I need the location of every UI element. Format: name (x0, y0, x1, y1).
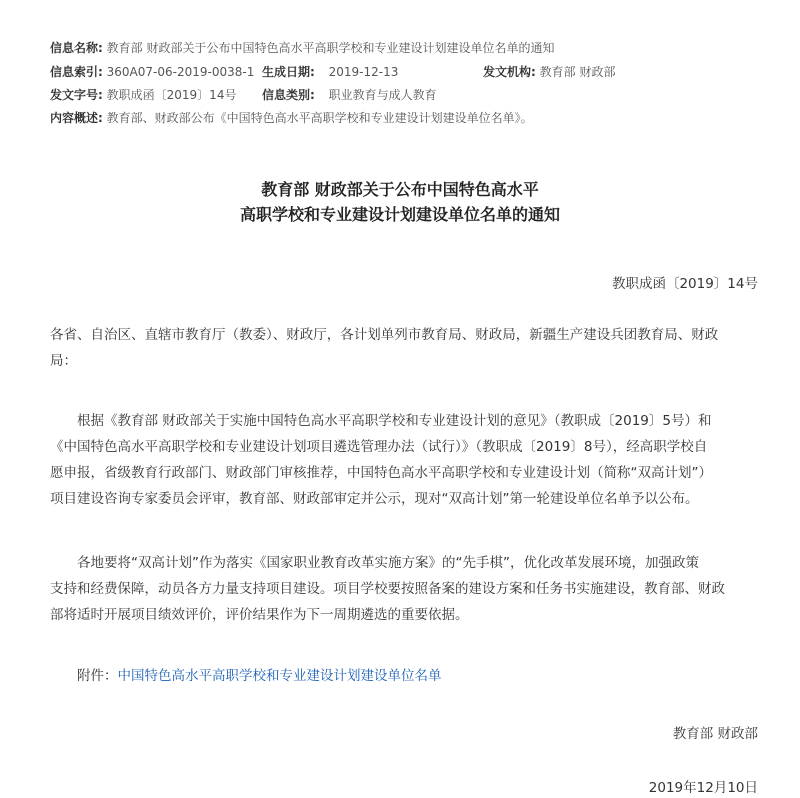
paragraph-line: 根据《教育部 财政部关于实施中国特色高水平高职学校和专业建设计划的意见》（教职成〔2019〕5号）和 (77, 413, 712, 429)
created-date-value: 2019-12-13 (328, 65, 399, 79)
attachment-label: 附件： (77, 668, 118, 684)
salutation-line: 局： (50, 353, 77, 369)
category-label: 信息类别: (262, 88, 315, 102)
paragraph-line: 部将适时开展项目绩效评价，评价结果作为下一周期遴选的重要依据。 (50, 607, 469, 623)
meta-row-index (50, 64, 254, 80)
summary-label: 内容概述: (50, 111, 103, 125)
attachment-link[interactable]: 中国特色高水平高职学校和专业建设计划建设单位名单 (117, 668, 442, 684)
document-number: 教职成函〔2019〕14号 (611, 276, 758, 292)
meta-row-name (50, 40, 554, 56)
created-date-label: 生成日期: (262, 65, 315, 79)
document-title-line-2: 高职学校和专业建设计划建设单位名单的通知 (239, 205, 560, 224)
issuer-label: 发文机构: (483, 65, 536, 79)
meta-row-date (262, 64, 398, 80)
meta-row-category (262, 87, 437, 103)
salutation-line: 各省、自治区、直辖市教育厅（教委）、财政厅，各计划单列市教育局、财政局，新疆生产建设兵团教育局、财政 (50, 327, 719, 343)
meta-row-docno (50, 87, 236, 103)
doc-number-label: 发文字号: (50, 88, 103, 102)
issuer-value: 教育部 财政部 (539, 65, 616, 79)
doc-number-value: 教职成函〔2019〕14号 (106, 88, 237, 102)
signed-date: 2019年12月10日 (648, 780, 758, 796)
info-name-label: 信息名称: (50, 41, 103, 55)
paragraph-1 (50, 408, 770, 512)
paragraph-2 (50, 550, 770, 628)
attachment (77, 664, 442, 684)
paragraph-line: 项目建设咨询专家委员会评审，教育部、财政部审定并公示，现对“双高计划”第一轮建设单位名单予以公布。 (50, 491, 699, 507)
salutation (50, 322, 770, 374)
paragraph-line: 支持和经费保障，动员各方力量支持项目建设。项目学校要按照备案的建设方案和任务书实施建设，教育部、财政 (50, 581, 725, 597)
summary-value: 教育部、财政部公布《中国特色高水平高职学校和专业建设计划建设单位名单》。 (106, 111, 533, 125)
paragraph-line: 愿申报，省级教育行政部门、财政部门审核推荐，中国特色高水平高职学校和专业建设计划（简称“双高计划”） (50, 465, 712, 481)
signature: 教育部 财政部 (672, 726, 758, 742)
paragraph-line: 各地要将“双高计划”作为落实《国家职业教育改革实施方案》的“先手棋”，优化改革发展环境，加强政策 (77, 555, 699, 571)
info-name-value: 教育部 财政部关于公布中国特色高水平高职学校和专业建设计划建设单位名单的通知 (106, 41, 555, 55)
meta-row-issuer (483, 64, 615, 80)
info-index-value: 360A07-06-2019-0038-1 (106, 65, 255, 79)
meta-row-summary (50, 110, 533, 126)
document-title-line-1: 教育部 财政部关于公布中国特色高水平 (261, 180, 539, 199)
category-value: 职业教育与成人教育 (328, 88, 437, 102)
info-index-label: 信息索引: (50, 65, 103, 79)
paragraph-line: 《中国特色高水平高职学校和专业建设计划项目遴选管理办法（试行）》（教职成〔2019〕8号），经高职学校自 (50, 439, 708, 455)
